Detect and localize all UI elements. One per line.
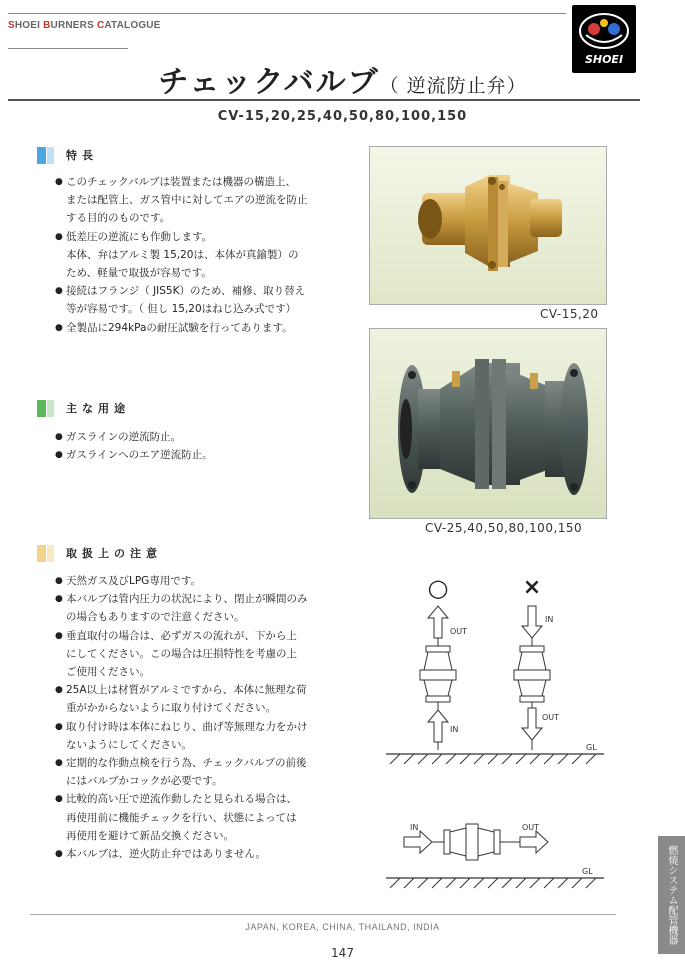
catalogue-title-part-hoei: HOEI <box>14 20 44 31</box>
cautions-heading-label: 取扱上の注意 <box>66 547 162 560</box>
catalogue-title-initial-c: C <box>96 20 105 31</box>
uses-list <box>55 428 213 464</box>
list-item: ● 本バルブは管内圧力の状況により、閉止が瞬間のみ <box>55 590 308 608</box>
correct-in-label: IN <box>450 725 459 734</box>
page-title <box>0 57 685 101</box>
list-item: ● 接続はフランジ（ JIS5K）のため、補修、取り替え <box>55 282 308 300</box>
list-item: ● 天然ガス及びLPG専用です。 <box>55 572 308 590</box>
incorrect-in-label: IN <box>545 615 554 624</box>
uses-heading-label: 主な用途 <box>66 402 130 415</box>
horizontal-out-label: OUT <box>522 823 540 832</box>
catalogue-title-part-atalogue: ATALOGUE <box>104 20 161 31</box>
list-item-continuation: にはバルブかコックが必要です。 <box>66 775 223 788</box>
photo-large-valve <box>369 328 607 519</box>
list-item-continuation: ご使用ください。 <box>66 666 150 679</box>
features-accent-bar <box>37 147 46 164</box>
list-item-continuation: 重がかからないように取り付けてください。 <box>66 702 276 715</box>
list-item-continuation: にしてください。この場合は圧損特性を考慮の上 <box>66 647 297 660</box>
cautions-list <box>55 572 308 863</box>
list-item: ● ガスラインの逆流防止。 <box>55 428 213 446</box>
incorrect-mark: × <box>522 575 542 600</box>
list-item: ● 25A以上は材質がアルミですから、本体に無理な荷 <box>55 681 308 699</box>
uses-heading <box>37 399 130 417</box>
correct-mark: ○ <box>427 574 449 602</box>
page-title-main: チェックバルブ <box>158 65 380 100</box>
catalogue-title-initial-b: B <box>43 20 51 31</box>
flanged-valve-image <box>370 329 607 519</box>
gl-label-horizontal: GL <box>582 867 593 876</box>
features-accent-bar-light <box>47 147 54 164</box>
page-number: 147 <box>331 946 354 960</box>
cautions-heading <box>37 544 162 562</box>
list-item-continuation: ないようにしてください。 <box>66 738 192 751</box>
correct-out-label: OUT <box>450 627 468 636</box>
photo-large-caption: CV-25,40,50,80,100,150 <box>425 521 583 535</box>
list-item-continuation: の場合もありますので注意ください。 <box>66 611 245 624</box>
list-item: ● 低差圧の逆流にも作動します。 <box>55 228 308 246</box>
footer-countries: JAPAN, KOREA, CHINA, THAILAND, INDIA <box>245 922 440 932</box>
correct-valve-group <box>420 606 467 750</box>
list-item: ● 比較的高い圧で逆流作動したと見られる場合は、 <box>55 790 308 808</box>
page-title-sub: （ 逆流防止弁） <box>379 75 527 97</box>
list-item: ● 定期的な作動点検を行う為、チェックバルブの前後 <box>55 754 308 772</box>
list-item: ● 本バルブは、逆火防止弁ではありません。 <box>55 845 308 863</box>
list-item: ● 垂直取付の場合は、必ずガスの流れが、下から上 <box>55 627 308 645</box>
cautions-accent-bar-light <box>47 545 54 562</box>
horizontal-install-diagram <box>380 812 610 894</box>
incorrect-valve-group <box>514 606 559 750</box>
uses-accent-bar-light <box>47 400 54 417</box>
catalogue-title-part-urners: URNERS <box>50 20 97 31</box>
catalogue-title-initial-s: S <box>8 20 15 31</box>
cautions-accent-bar <box>37 545 46 562</box>
logo-text: SHOEI <box>584 53 624 66</box>
ground-hatch-horizontal <box>390 878 596 888</box>
catalogue-title <box>8 20 161 31</box>
model-numbers: CV-15,20,25,40,50,80,100,150 <box>217 109 468 124</box>
side-tab: 燃焼システム配管機器 <box>658 836 685 954</box>
gl-label-vertical: GL <box>586 743 597 752</box>
brass-valve-image <box>370 147 607 305</box>
list-item-continuation: または配管上、ガス管中に対してエアの逆流を防止 <box>66 194 308 207</box>
list-item-continuation: 再使用前に機能チェックを行い、状態によっては <box>66 811 297 824</box>
photo-small-caption: CV-15,20 <box>540 307 599 321</box>
list-item: ● このチェックバルブは装置または機器の構造上、 <box>55 173 308 191</box>
vertical-install-diagram <box>380 570 610 780</box>
ground-hatch-vertical <box>390 754 596 764</box>
features-list <box>55 173 308 337</box>
list-item: ● 全製品に294kPaの耐圧試験を行ってあります。 <box>55 319 308 337</box>
photo-small-valve <box>369 146 607 305</box>
features-heading <box>37 146 98 164</box>
uses-accent-bar <box>37 400 46 417</box>
list-item-continuation: 等が容易です。（ 但し 15,20はねじ込み式です） <box>66 303 297 316</box>
incorrect-out-label: OUT <box>542 713 560 722</box>
list-item-continuation: 再使用を避けて新品交換ください。 <box>66 829 234 842</box>
features-heading-label: 特長 <box>66 149 98 162</box>
list-item: ● 取り付け時は本体にねじり、曲げ等無理な力をかけ <box>55 718 308 736</box>
list-item-continuation: する目的のものです。 <box>66 212 171 225</box>
header-rule-short <box>8 48 128 49</box>
header-rule-top <box>8 13 566 14</box>
list-item: ● ガスラインへのエア逆流防止。 <box>55 446 213 464</box>
list-item-continuation: ため、軽量で取扱が容易です。 <box>66 267 212 280</box>
list-item-continuation: 本体、弁はアルミ製 15,20は、本体が真鍮製）の <box>66 248 299 261</box>
horizontal-in-label: IN <box>410 823 419 832</box>
footer-rule <box>30 914 616 915</box>
